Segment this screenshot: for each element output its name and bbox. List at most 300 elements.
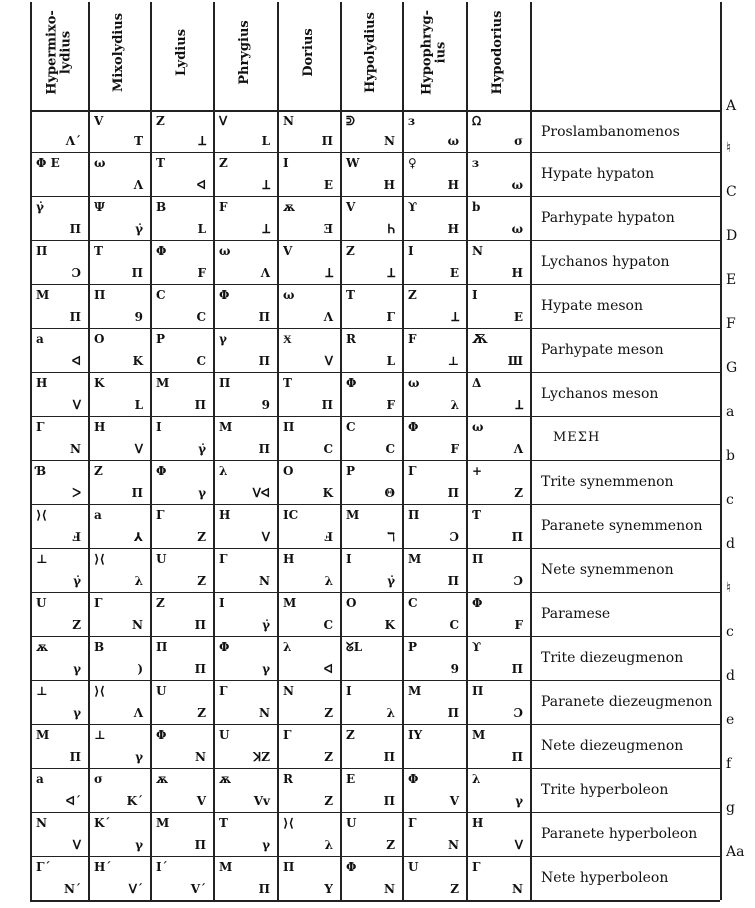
notation-cell (30, 768, 88, 812)
notation-cell (30, 680, 88, 724)
vocal-sign: U (346, 816, 357, 830)
notation-cell (30, 636, 88, 680)
mode-header (340, 0, 402, 110)
notation-cell (340, 856, 402, 900)
notation-cell (30, 856, 88, 900)
notation-cell (30, 196, 88, 240)
notation-cell (340, 328, 402, 372)
vocal-sign: H (219, 508, 231, 522)
notation-cell (466, 240, 530, 284)
vocal-sign: I (346, 552, 352, 566)
notation-cell (150, 504, 213, 548)
vocal-sign: Γ΄ (36, 860, 51, 874)
notation-cell (30, 416, 88, 460)
notation-cell (340, 636, 402, 680)
notation-cell (150, 856, 213, 900)
notation-cell (340, 110, 402, 152)
instrumental-sign: γ̇ (262, 618, 270, 632)
instrumental-sign: Π (131, 486, 143, 500)
instrumental-sign: Y (324, 882, 333, 896)
instrumental-sign: Π (511, 530, 523, 544)
instrumental-sign: Λ (133, 178, 143, 192)
vocal-sign: Γ (36, 420, 45, 434)
instrumental-sign: Λ (133, 706, 143, 720)
vocal-sign: Ψ (94, 200, 105, 214)
vocal-sign: ϒ (408, 200, 418, 214)
mode-header (30, 0, 88, 110)
notation-cell (402, 284, 466, 328)
vocal-sign: Π (408, 508, 420, 522)
instrumental-sign: Π (511, 662, 523, 676)
notation-cell (150, 460, 213, 504)
notation-cell (277, 548, 340, 592)
notation-cell (88, 768, 150, 812)
notation-cell (150, 636, 213, 680)
vocal-sign: M (156, 376, 170, 390)
vocal-sign: M (156, 816, 170, 830)
notation-cell (213, 416, 277, 460)
notation-cell (466, 504, 530, 548)
notation-cell (277, 856, 340, 900)
letter-name: D (726, 228, 738, 244)
notation-cell (277, 636, 340, 680)
note-name: Lychanos meson (541, 386, 659, 402)
instrumental-sign: γ (73, 706, 81, 720)
instrumental-sign: λ (134, 574, 143, 588)
vocal-sign: Ѫ (472, 332, 488, 346)
instrumental-sign: V (449, 794, 459, 808)
note-name: Parhypate hypaton (541, 210, 675, 226)
instrumental-sign: V (196, 794, 206, 808)
notation-cell (277, 680, 340, 724)
vocal-sign: ɜ (408, 114, 415, 128)
notation-cell (30, 328, 88, 372)
vocal-sign: ᘜL (346, 640, 363, 654)
vocal-sign: γ (219, 332, 227, 346)
vocal-sign: + (472, 464, 483, 478)
instrumental-sign: Λ (260, 266, 270, 280)
vocal-sign: C (346, 420, 356, 434)
letter-name: ♮ (726, 140, 732, 156)
letter-name: a (726, 404, 735, 420)
notation-cell (88, 504, 150, 548)
vocal-sign: Φ (408, 420, 419, 434)
instrumental-sign: Z (324, 794, 333, 808)
instrumental-sign: γ (135, 750, 143, 764)
notation-cell (213, 680, 277, 724)
instrumental-sign: σ (514, 134, 523, 148)
instrumental-sign: C (323, 618, 333, 632)
notation-cell (277, 372, 340, 416)
note-name: Trite diezeugmenon (541, 650, 684, 666)
vocal-sign: K΄ (94, 816, 111, 830)
notation-cell (340, 724, 402, 768)
vocal-sign: B (156, 200, 167, 214)
vocal-sign: U (36, 596, 47, 610)
notation-cell (30, 372, 88, 416)
vocal-sign: ᐯ (219, 114, 228, 128)
vocal-sign: ɜ (472, 156, 479, 170)
notation-cell (30, 460, 88, 504)
vocal-sign: M (283, 596, 297, 610)
vocal-sign: C (408, 596, 418, 610)
vocal-sign: H (283, 552, 295, 566)
instrumental-sign: Ⅎ (72, 530, 81, 544)
instrumental-sign: H (447, 222, 459, 236)
instrumental-sign: E (449, 266, 459, 280)
notation-cell (340, 504, 402, 548)
notation-cell (466, 636, 530, 680)
vocal-sign: I (219, 596, 225, 610)
instrumental-sign: E (513, 310, 523, 324)
instrumental-sign: ᐯᐊ (252, 486, 270, 500)
vocal-sign: Ӿ (283, 332, 292, 346)
notation-cell (466, 110, 530, 152)
instrumental-sign: Π (447, 574, 459, 588)
instrumental-sign: γ (515, 794, 523, 808)
vocal-sign: ᘯ (472, 114, 482, 128)
vocal-sign: U (219, 728, 230, 742)
instrumental-sign: F (450, 442, 459, 456)
notation-cell (30, 724, 88, 768)
vocal-sign: Φ (219, 288, 230, 302)
notation-cell (30, 152, 88, 196)
instrumental-sign: γ (198, 486, 206, 500)
vocal-sign: ⊥ (94, 728, 106, 742)
letter-name: A (726, 98, 737, 114)
instrumental-sign: λ (450, 398, 459, 412)
instrumental-sign: F (386, 398, 395, 412)
notation-cell (88, 152, 150, 196)
mode-label: Mixolydius (111, 12, 127, 93)
notation-cell (402, 372, 466, 416)
notation-cell (340, 416, 402, 460)
instrumental-sign: N (259, 574, 270, 588)
notation-cell (340, 460, 402, 504)
instrumental-sign: Π (258, 310, 270, 324)
notation-cell (30, 110, 88, 152)
vocal-sign: Π (472, 684, 484, 698)
notation-cell (402, 724, 466, 768)
instrumental-sign: Γ (386, 310, 395, 324)
vocal-sign: Γ (472, 860, 481, 874)
instrumental-sign: Λ (513, 442, 523, 456)
instrumental-sign: ᐯ (72, 838, 81, 852)
notation-cell (150, 196, 213, 240)
instrumental-sign: Θ (384, 486, 395, 500)
vocal-sign: Φ (156, 244, 167, 258)
vocal-sign: a (36, 772, 44, 786)
instrumental-sign: Λ (323, 310, 333, 324)
notation-cell (88, 460, 150, 504)
vocal-sign: M (408, 552, 422, 566)
vocal-sign: T (283, 376, 292, 390)
mode-header (402, 0, 466, 110)
notation-cell (402, 504, 466, 548)
vocal-sign: Ƭ (472, 508, 481, 522)
notation-cell (466, 372, 530, 416)
vocal-sign: I (156, 420, 162, 434)
note-name: Hypate hypaton (541, 166, 655, 182)
vocal-sign: Π (94, 288, 106, 302)
notation-cell (213, 196, 277, 240)
column-rule (720, 2, 722, 900)
instrumental-sign: Z (197, 574, 206, 588)
notation-cell (88, 240, 150, 284)
mode-header (277, 0, 340, 110)
notation-cell (466, 460, 530, 504)
vocal-sign: ⟩⟨ (94, 684, 105, 698)
vocal-sign: F (408, 332, 417, 346)
notation-cell (150, 548, 213, 592)
mode-header (466, 0, 530, 110)
instrumental-sign: ᐯ (514, 838, 523, 852)
instrumental-sign: Z (386, 838, 395, 852)
vocal-sign: O (94, 332, 105, 346)
vocal-sign: Φ (472, 596, 483, 610)
vocal-sign: I (346, 684, 352, 698)
instrumental-sign: K΄ (126, 794, 143, 808)
instrumental-sign: λ (386, 706, 395, 720)
mode-label: Hypolydius (363, 12, 379, 93)
note-name: Parhypate meson (541, 342, 664, 358)
instrumental-sign: ᐯ (72, 398, 81, 412)
vocal-sign: Z (156, 114, 165, 128)
notation-cell (213, 240, 277, 284)
notation-cell (340, 196, 402, 240)
vocal-sign: M (346, 508, 360, 522)
vocal-sign: Γ (156, 508, 165, 522)
vocal-sign: a (36, 332, 44, 346)
instrumental-sign: Π (194, 838, 206, 852)
instrumental-sign: γ̇ (73, 574, 81, 588)
notation-cell (88, 328, 150, 372)
vocal-sign: T (156, 156, 165, 170)
instrumental-sign: L (261, 134, 270, 148)
notation-cell (150, 812, 213, 856)
notation-cell (213, 724, 277, 768)
notation-cell (30, 548, 88, 592)
instrumental-sign: Π (321, 398, 333, 412)
vocal-sign: Z (219, 156, 228, 170)
instrumental-sign: F (197, 266, 206, 280)
notation-cell (30, 592, 88, 636)
notation-cell (277, 504, 340, 548)
notation-cell (88, 592, 150, 636)
instrumental-sign: ꓕ (451, 310, 459, 324)
notation-cell (340, 812, 402, 856)
notation-cell (213, 110, 277, 152)
notation-cell (150, 240, 213, 284)
note-name: Lychanos hypaton (541, 254, 670, 270)
notation-cell (340, 284, 402, 328)
instrumental-sign: Ꮒ (387, 222, 395, 236)
vocal-sign: ⟩⟨ (36, 508, 47, 522)
instrumental-sign: Z (324, 750, 333, 764)
instrumental-sign: ᐳ (72, 486, 81, 500)
letter-name: b (726, 448, 735, 464)
instrumental-sign: ꓕ (515, 398, 523, 412)
notation-cell (213, 328, 277, 372)
instrumental-sign: Λ΄ (65, 134, 81, 148)
instrumental-sign: Ɔ (71, 266, 81, 280)
note-name: Trite hyperboleon (541, 782, 669, 798)
vocal-sign: T (346, 288, 355, 302)
notation-cell (88, 680, 150, 724)
instrumental-sign: ω (511, 222, 523, 236)
instrumental-sign: 9 (450, 662, 459, 676)
note-name: Proslambanomenos (541, 124, 680, 140)
notation-cell (402, 856, 466, 900)
instrumental-sign: ℸ (387, 530, 395, 544)
letter-name: C (726, 184, 737, 200)
vocal-sign: ѫ (283, 200, 296, 214)
notation-cell (402, 240, 466, 284)
column-rule (530, 2, 532, 900)
notation-cell (213, 152, 277, 196)
vocal-sign: Π (156, 640, 168, 654)
notation-cell (213, 372, 277, 416)
mode-label: Hypophryg- ius (419, 9, 448, 96)
mode-label: Lydius (173, 28, 189, 77)
letter-name: d (726, 668, 735, 684)
letter-name: f (726, 756, 732, 772)
notation-cell (88, 856, 150, 900)
instrumental-sign: Ⅎ (324, 530, 333, 544)
letter-name: F (726, 316, 736, 332)
instrumental-sign: ᐊ (196, 178, 206, 192)
mode-header (150, 0, 213, 110)
notation-cell (466, 768, 530, 812)
instrumental-sign: Π (69, 222, 81, 236)
notation-cell (88, 110, 150, 152)
notation-cell (466, 416, 530, 460)
vocal-sign: U (156, 684, 167, 698)
notation-cell (213, 504, 277, 548)
vocal-sign: ⟩⟨ (283, 816, 294, 830)
vocal-sign: Γ (219, 552, 228, 566)
notation-cell (402, 460, 466, 504)
instrumental-sign: N (448, 838, 459, 852)
vocal-sign: Φ (156, 728, 167, 742)
notation-cell (402, 110, 466, 152)
instrumental-sign: C (323, 442, 333, 456)
letter-name: c (726, 624, 734, 640)
notation-cell (340, 548, 402, 592)
instrumental-sign: N (512, 882, 523, 896)
vocal-sign: Γ (94, 596, 103, 610)
instrumental-sign: ᐯ (261, 530, 270, 544)
instrumental-sign: Π (258, 442, 270, 456)
notation-cell (277, 284, 340, 328)
vocal-sign: M (36, 288, 50, 302)
instrumental-sign: λ (324, 574, 333, 588)
instrumental-sign: 9 (134, 310, 143, 324)
notation-cell (340, 768, 402, 812)
vocal-sign: M (472, 728, 486, 742)
notation-cell (150, 110, 213, 152)
vocal-sign: Φ (408, 772, 419, 786)
notation-cell (213, 768, 277, 812)
row-rule (30, 900, 720, 902)
letter-name: Aa (726, 844, 745, 860)
vocal-sign: Π (36, 244, 48, 258)
notation-cell (88, 636, 150, 680)
mode-label: Phrygius (237, 20, 253, 85)
vocal-sign: Π (283, 860, 295, 874)
vocal-sign: O (283, 464, 294, 478)
vocal-sign: ѫ (156, 772, 169, 786)
notation-cell (466, 680, 530, 724)
instrumental-sign: Π (447, 486, 459, 500)
instrumental-sign: γ̇ (135, 222, 143, 236)
vocal-sign: σ (94, 772, 103, 786)
vocal-sign: a (94, 508, 102, 522)
notation-cell (150, 152, 213, 196)
instrumental-sign: Z (324, 706, 333, 720)
vocal-sign: I (472, 288, 478, 302)
notation-cell (150, 328, 213, 372)
instrumental-sign: 9 (261, 398, 270, 412)
vocal-sign: Φ (346, 860, 357, 874)
notation-cell (277, 592, 340, 636)
instrumental-sign: ᐯ΄ (128, 882, 143, 896)
instrumental-sign: γ̇ (198, 442, 206, 456)
vocal-sign: λ (472, 772, 481, 786)
vocal-sign: U (156, 552, 167, 566)
vocal-sign: Π (472, 552, 484, 566)
notation-cell (466, 548, 530, 592)
vocal-sign: Π (283, 420, 295, 434)
instrumental-sign: ꓘZ (253, 750, 270, 764)
notation-cell (340, 152, 402, 196)
notation-cell (213, 856, 277, 900)
note-name: Trite synemmenon (541, 474, 674, 490)
notation-cell (402, 592, 466, 636)
instrumental-sign: ꓕ (262, 222, 270, 236)
notation-cell (402, 152, 466, 196)
notation-cell (277, 724, 340, 768)
letter-name: d (726, 536, 735, 552)
instrumental-sign: L (197, 222, 206, 236)
notation-cell (402, 416, 466, 460)
vocal-sign: P (346, 464, 356, 478)
instrumental-sign: Π (131, 266, 143, 280)
vocal-sign: M (219, 860, 233, 874)
notation-cell (88, 416, 150, 460)
vocal-sign: ⟩⟨ (94, 552, 105, 566)
note-name: Paranete synemmenon (541, 518, 703, 534)
vocal-sign: O (346, 596, 357, 610)
notation-cell (213, 460, 277, 504)
instrumental-sign: ) (137, 662, 143, 676)
note-name: Paramese (541, 606, 611, 622)
note-name: Paranete diezeugmenon (541, 694, 713, 710)
vocal-sign: E (346, 772, 356, 786)
notation-cell (30, 504, 88, 548)
vocal-sign: Ɓ (36, 464, 47, 478)
vocal-sign: B (94, 640, 105, 654)
vocal-sign: T (94, 244, 103, 258)
vocal-sign: Γ (219, 684, 228, 698)
instrumental-sign: H (447, 178, 459, 192)
notation-cell (150, 284, 213, 328)
notation-cell (340, 592, 402, 636)
instrumental-sign: N (195, 750, 206, 764)
vocal-sign: I΄ (156, 860, 168, 874)
notation-cell (402, 196, 466, 240)
vocal-sign: Z (346, 244, 355, 258)
